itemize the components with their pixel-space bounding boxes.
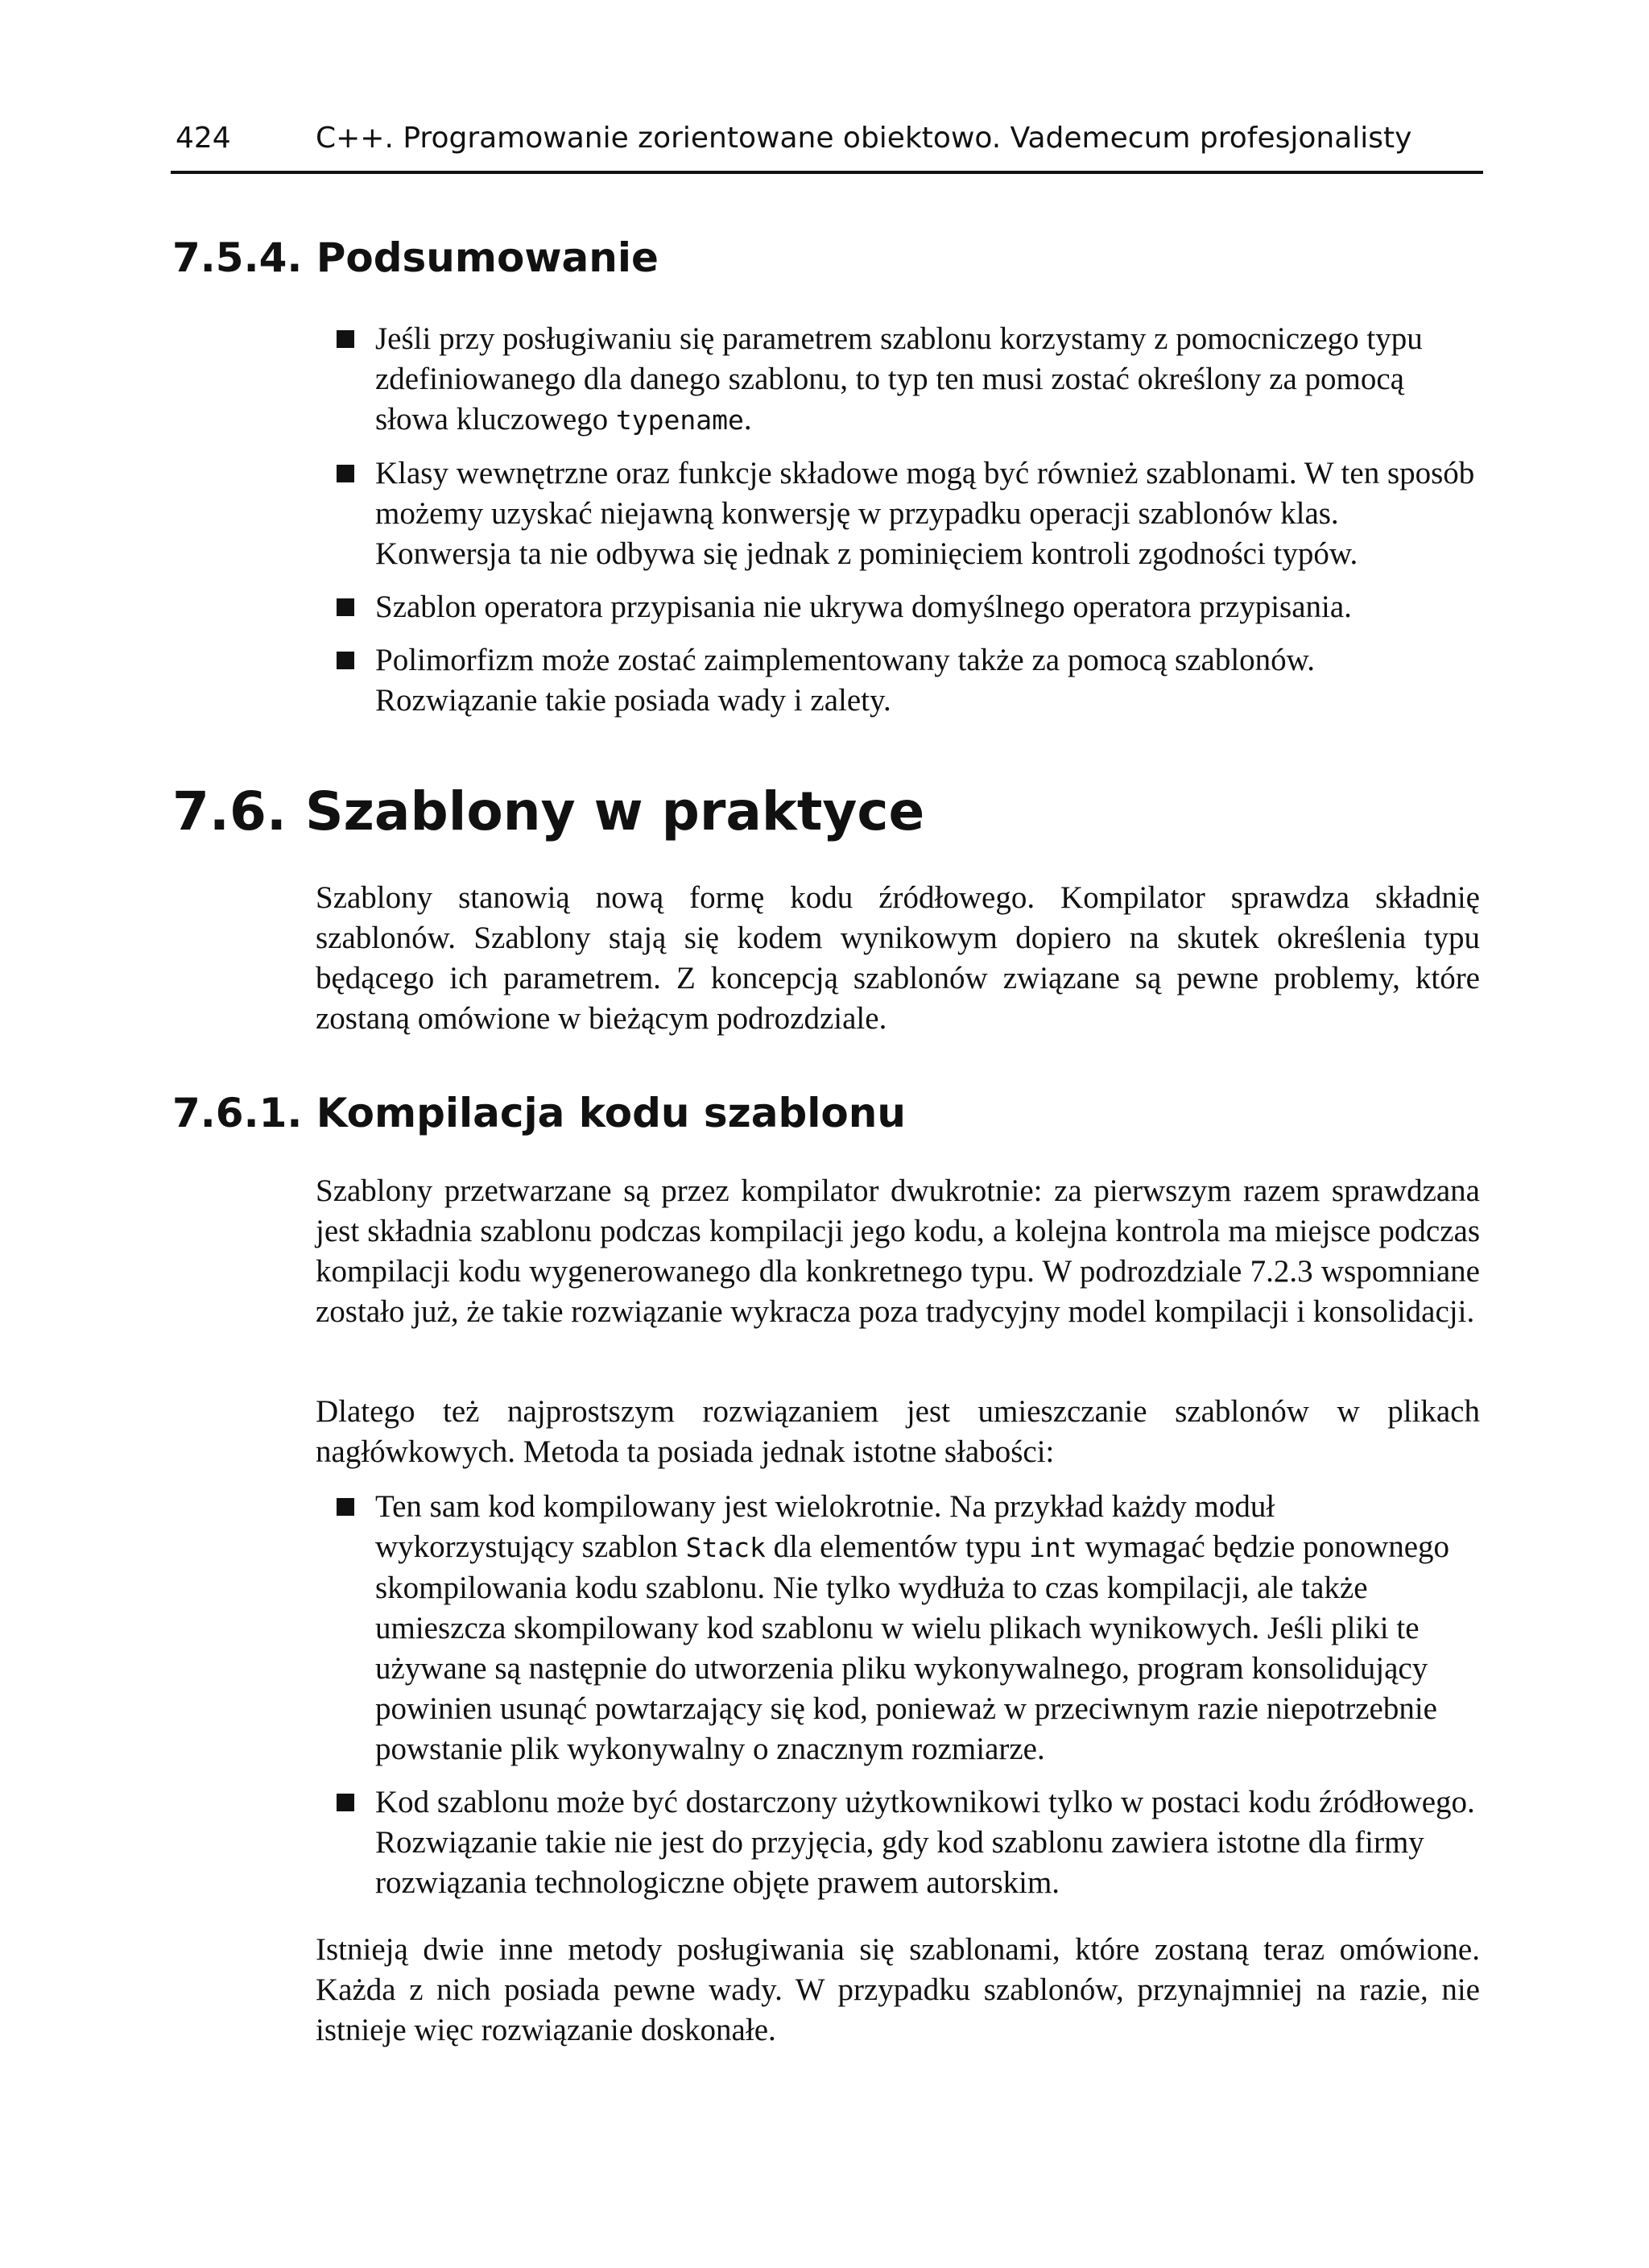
list-item — [316, 1487, 1480, 1769]
square-bullet-icon — [337, 652, 354, 669]
section-heading-7-6-1: 7.6.1. Kompilacja kodu szablonu — [172, 1090, 906, 1136]
list-item — [316, 587, 1480, 627]
bullet-text-end: . — [743, 402, 752, 437]
page-number: 424 — [176, 122, 231, 155]
section-7-6-paragraph: Szablony stanowią nową formę kodu źródłowego. Kompilator sprawdza składnię szablonów. Szablony stają się kodem wynikowym dopiero na skutek określenia typu będącego ich parametrem. Z koncepcją szablonów związane są pewne problemy, które zostaną omówione w bieżącym podrozdziale. — [316, 880, 1480, 1036]
page-header — [171, 119, 1483, 174]
section-heading-7-5-4: 7.5.4. Podsumowanie — [172, 234, 659, 281]
bullet-text: Ten sam kod kompilowany jest wielokrotnie. Na przykład każdy moduł wykorzystujący szablon — [375, 1489, 1275, 1564]
square-bullet-icon — [337, 465, 354, 482]
list-item — [316, 453, 1480, 574]
compilation-paragraph-1: Szablony przetwarzane są przez kompilator dwukrotnie: za pierwszym razem sprawdzana jest składnia szablonu podczas kompilacji jego kodu, a kolejna kontrola ma miejsce podczas kompilacji kodu wygenerowanego dla konkretnego typu. W podrozdziale 7.2.3 wspomniane zostało już, że takie rozwiązanie wykracza poza tradycyjny model kompilacji i konsolidacji. — [316, 1173, 1480, 1329]
bullet-text: Kod szablonu może być dostarczony użytkownikowi tylko w postaci kodu źródłowego. Rozwiązanie takie nie jest do przyjęcia, gdy kod szablonu zawiera istotne dla firmy rozwiązania technologiczne objęte prawem autorskim. — [375, 1785, 1475, 1900]
bullet-text: wymagać będzie ponownego skompilowania kodu szablonu. Nie tylko wydłuża to czas kompilacji, ale także umieszcza skompilowany kod szablonu w wielu plikach wynikowych. Jeśli pliki te używane są następnie do utworzenia pliku wykonywalnego, program konsolidujący powinien usunąć powtarzający się kod, ponieważ w przeciwnym razie niepotrzebnie powstanie plik wykonywalny o znacznym rozmiarze. — [375, 1529, 1450, 1766]
bullet-text: Jeśli przy posługiwaniu się parametrem szablonu korzystamy z pomocniczego typu zdefiniowanego dla danego szablonu, to typ ten musi zostać określony za pomocą słowa kluczowego — [375, 321, 1423, 437]
compilation-paragraph-2: Dlatego też najprostszym rozwiązaniem jest umieszczanie szablonów w plikach nagłówkowych. Metoda ta posiada jednak istotne słabości: — [316, 1394, 1480, 1469]
summary-bullet-list — [316, 319, 1480, 734]
running-title: C++. Programowanie zorientowane obiektowo. Vademecum profesjonalisty — [316, 122, 1412, 155]
square-bullet-icon — [337, 598, 354, 616]
inline-code: typename — [615, 404, 744, 436]
list-item — [316, 319, 1480, 441]
square-bullet-icon — [337, 1498, 354, 1516]
bullet-text: Polimorfizm może zostać zaimplementowany także za pomocą szablonów. Rozwiązanie takie posiada wady i zalety. — [375, 643, 1316, 718]
closing-paragraph: Istnieją dwie inne metody posługiwania się szablonami, które zostaną teraz omówione. Każda z nich posiada pewne wady. W przypadku szablonów, przynajmniej na razie, nie istnieje więc rozwiązanie doskonałe. — [316, 1932, 1480, 2047]
square-bullet-icon — [337, 330, 354, 348]
list-item — [316, 1782, 1480, 1903]
section-heading-7-6: 7.6. Szablony w praktyce — [172, 780, 925, 842]
bullet-text: Szablon operatora przypisania nie ukrywa domyślnego operatora przypisania. — [375, 590, 1352, 624]
inline-code-stack: Stack — [685, 1532, 766, 1563]
list-item — [316, 640, 1480, 721]
bullet-text: dla elementów typu — [765, 1529, 1030, 1564]
square-bullet-icon — [337, 1794, 354, 1811]
weaknesses-bullet-list — [316, 1487, 1480, 1916]
bullet-text: Klasy wewnętrzne oraz funkcje składowe mogą być również szablonami. W ten sposób możemy uzyskać niejawną konwersję w przypadku operacji szablonów klas. Konwersja ta nie odbywa się jednak z pominięciem kontroli zgodności typów. — [375, 456, 1475, 571]
inline-code-int: int — [1029, 1532, 1077, 1563]
